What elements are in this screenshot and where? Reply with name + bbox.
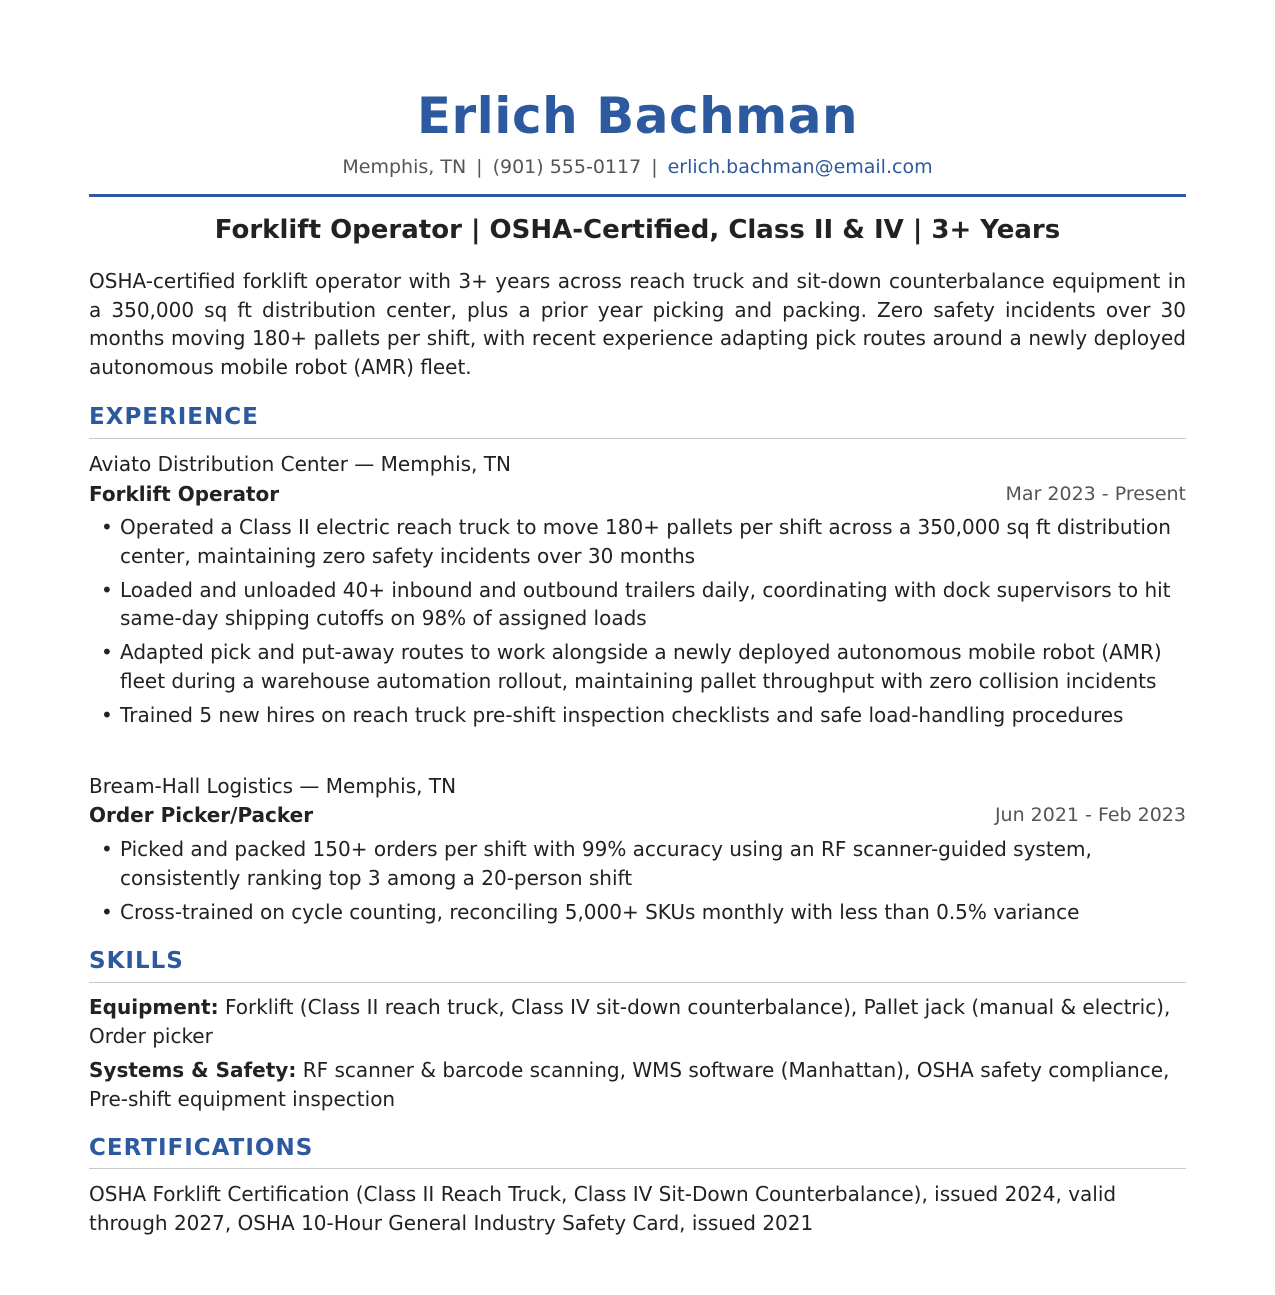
contact-location: Memphis, TN	[342, 156, 467, 178]
skill-line-systems-safety	[89, 1056, 1186, 1113]
professional-summary: OSHA-certified forklift operator with 3+ years across reach truck and sit-down counterbalance equipment in a 350,000 sq ft distribution center, plus a prior year picking and packing. Zero safety incidents over 30 months moving 180+ pallets per shift, with recent experience adapting pick routes around a newly deployed autonomous mobile robot (AMR) fleet.	[89, 269, 1186, 379]
section-divider-skills	[89, 982, 1186, 983]
skill-label: Systems & Safety:	[89, 1058, 297, 1082]
job-bullets	[89, 513, 1186, 735]
job-dates: Mar 2023 - Present	[1005, 483, 1186, 505]
section-title-experience: EXPERIENCE	[89, 404, 259, 430]
job-role-row	[89, 801, 1186, 829]
job-dates: Jun 2021 - Feb 2023	[994, 804, 1186, 826]
job-company: Bream-Hall Logistics — Memphis, TN	[89, 774, 457, 798]
contact-separator: |	[476, 156, 483, 178]
skill-text: Forklift (Class II reach truck, Class IV sit-down counterbalance), Pallet jack (manual & electric), Order picker	[89, 995, 1171, 1048]
contact-line	[89, 154, 1186, 180]
contact-separator: |	[651, 156, 658, 178]
section-divider-experience	[89, 438, 1186, 439]
list-item: • Picked and packed 150+ orders per shift with 99% accuracy using an RF scanner-guided system, consistently ranking top 3 among a 20-person shift	[89, 835, 1186, 892]
skill-label: Equipment:	[89, 995, 219, 1019]
section-title-skills: SKILLS	[89, 948, 184, 974]
professional-headline: Forklift Operator | OSHA-Certified, Class II & IV | 3+ Years	[214, 215, 1061, 245]
list-item: • Operated a Class II electric reach truck to move 180+ pallets per shift across a 350,000 sq ft distribution center, maintaining zero safety incidents over 30 months	[89, 513, 1186, 570]
job-title: Order Picker/Packer	[89, 803, 314, 827]
job-bullets	[89, 835, 1186, 932]
section-divider-certifications	[89, 1168, 1186, 1169]
candidate-name: Erlich Bachman	[416, 87, 859, 145]
list-item: • Adapted pick and put-away routes to work alongside a newly deployed autonomous mobile robot (AMR) fleet during a warehouse automation rollout, maintaining pallet throughput with zero collision incidents	[89, 638, 1186, 695]
contact-email-link[interactable]: erlich.bachman@email.com	[667, 156, 933, 178]
job-company: Aviato Distribution Center — Memphis, TN	[89, 452, 511, 476]
list-item: • Trained 5 new hires on reach truck pre-shift inspection checklists and safe load-handling procedures	[89, 701, 1186, 730]
contact-phone: (901) 555-0117	[492, 156, 642, 178]
skill-line-equipment	[89, 993, 1186, 1050]
section-title-certifications: CERTIFICATIONS	[89, 1135, 314, 1161]
job-title: Forklift Operator	[89, 482, 280, 506]
list-item: • Cross-trained on cycle counting, reconciling 5,000+ SKUs monthly with less than 0.5% variance	[89, 898, 1186, 927]
certifications-text: OSHA Forklift Certification (Class II Reach Truck, Class IV Sit-Down Counterbalance), issued 2024, valid through 2027, OSHA 10-Hour General Industry Safety Card, issued 2021	[89, 1182, 1117, 1235]
header-divider	[89, 194, 1186, 197]
job-role-row	[89, 480, 1186, 508]
list-item: • Loaded and unloaded 40+ inbound and outbound trailers daily, coordinating with dock supervisors to hit same-day shipping cutoffs on 98% of assigned loads	[89, 576, 1186, 633]
skill-text: RF scanner & barcode scanning, WMS software (Manhattan), OSHA safety compliance, Pre-shift equipment inspection	[89, 1058, 1170, 1111]
